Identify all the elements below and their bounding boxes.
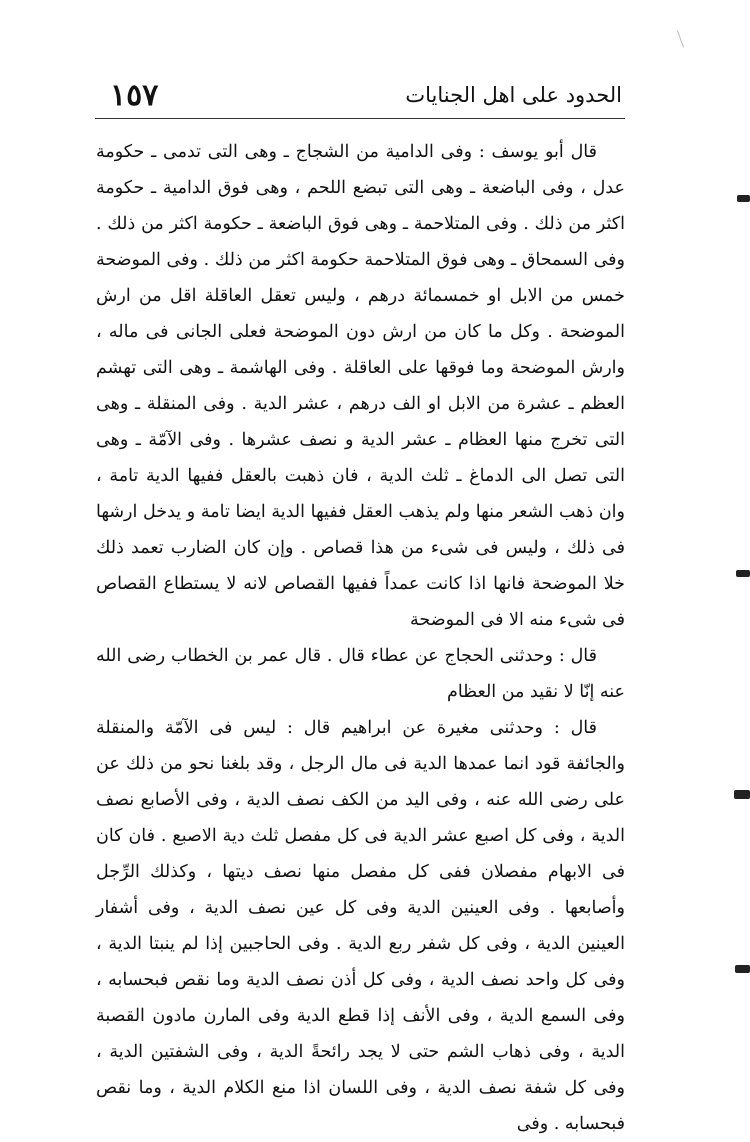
body-text xyxy=(96,134,625,1142)
binding-mark xyxy=(737,195,750,202)
page-number: ١٥٧ xyxy=(110,77,159,113)
header-rule xyxy=(95,118,625,119)
running-title: الحدود على اهل الجنايات xyxy=(405,83,622,107)
paragraph-hajjaj: قال : وحدثنى الحجاج عن عطاء قال . قال عمر بن الخطاب رضى الله عنه إنّا لا نقيد من العظام xyxy=(96,646,625,702)
page-header xyxy=(110,70,622,120)
paragraph-mughira: قال : وحدثنى مغيرة عن ابراهيم قال : ليس فى الآمّة والمنقلة والجائفة قود انما عمدها الدية فى مال الرجل ، وقد بلغنا نحو من ذلك عن على رضى الله عنه ، وفى اليد من الكف نصف الدية ، وفى الأصابع نصف الدية ، وفى كل اصبع عشر الدية فى كل مفصل ثلث دية الاصبع . فان كان فى الابهام مفصلان ففى كل مفصل منها نصف ديتها ، وكذلك الرِّجل وأصابعها . وفى العينين الدية وفى كل عين نصف الدية ، وفى أشفار العينين الدية ، وفى كل شفر ربع الدية . وفى الحاجبين إذا لم ينبتا الدية ، وفى كل واحد نصف الدية ، وفى كل أذن نصف الدية وما نقص فبحسابه ، وفى السمع الدية ، وفى الأنف إذا قطع الدية وفى المارن مادون القصبة الدية ، وفى ذهاب الشم حتى لا يجد رائحةً الدية ، وفى الشفتين الدية ، وفى كل شفة نصف الدية ، وفى اللسان اذا منع الكلام الدية ، وما نقص فبحسابه . وفى xyxy=(96,718,625,1134)
binding-mark xyxy=(734,790,750,799)
binding-mark xyxy=(736,570,750,577)
paragraph-abu-yusuf: قال أبو يوسف : وفى الدامية من الشجاج ـ وهى التى تدمى ـ حكومة عدل ، وفى الباضعة ـ وهى التى تبضع اللحم ، وهى فوق الدامية ـ حكومة اكثر من ذلك . وفى المتلاحمة ـ وهى فوق الباضعة ـ حكومة اكثر من ذلك . وفى السمحاق ـ وهى فوق المتلاحمة حكومة اكثر من ذلك . وفى الموضحة خمس من الابل او خمسمائة درهم ، وليس تعقل العاقلة اقل من ارش الموضحة . وكل ما كان من ارش دون الموضحة فعلى الجانى فى ماله ، وارش الموضحة وما فوقها على العاقلة . وفى الهاشمة ـ وهى التى تهشم العظم ـ عشرة من الابل او الف درهم ، عشر الدية . وفى المنقلة ـ وهى التى تخرج منها العظام ـ عشر الدية و نصف عشرها . وفى الآمّة ـ وهى التى تصل الى الدماغ ـ ثلث الدية ، فان ذهبت بالعقل ففيها الدية تامة ، وان ذهب الشعر منها ولم يذهب العقل ففيها الدية ايضا تامة و يدخل ارشها فى ذلك ، وليس فى شىء من هذا قصاص . وإن كان الضارب تعمد ذلك خلا الموضحة فانها اذا كانت عمداً ففيها القصاص لانه لا يستطاع القصاص فى شىء منه الا فى الموضحة xyxy=(96,142,625,630)
scan-artifact xyxy=(677,30,684,47)
binding-mark xyxy=(735,965,750,973)
